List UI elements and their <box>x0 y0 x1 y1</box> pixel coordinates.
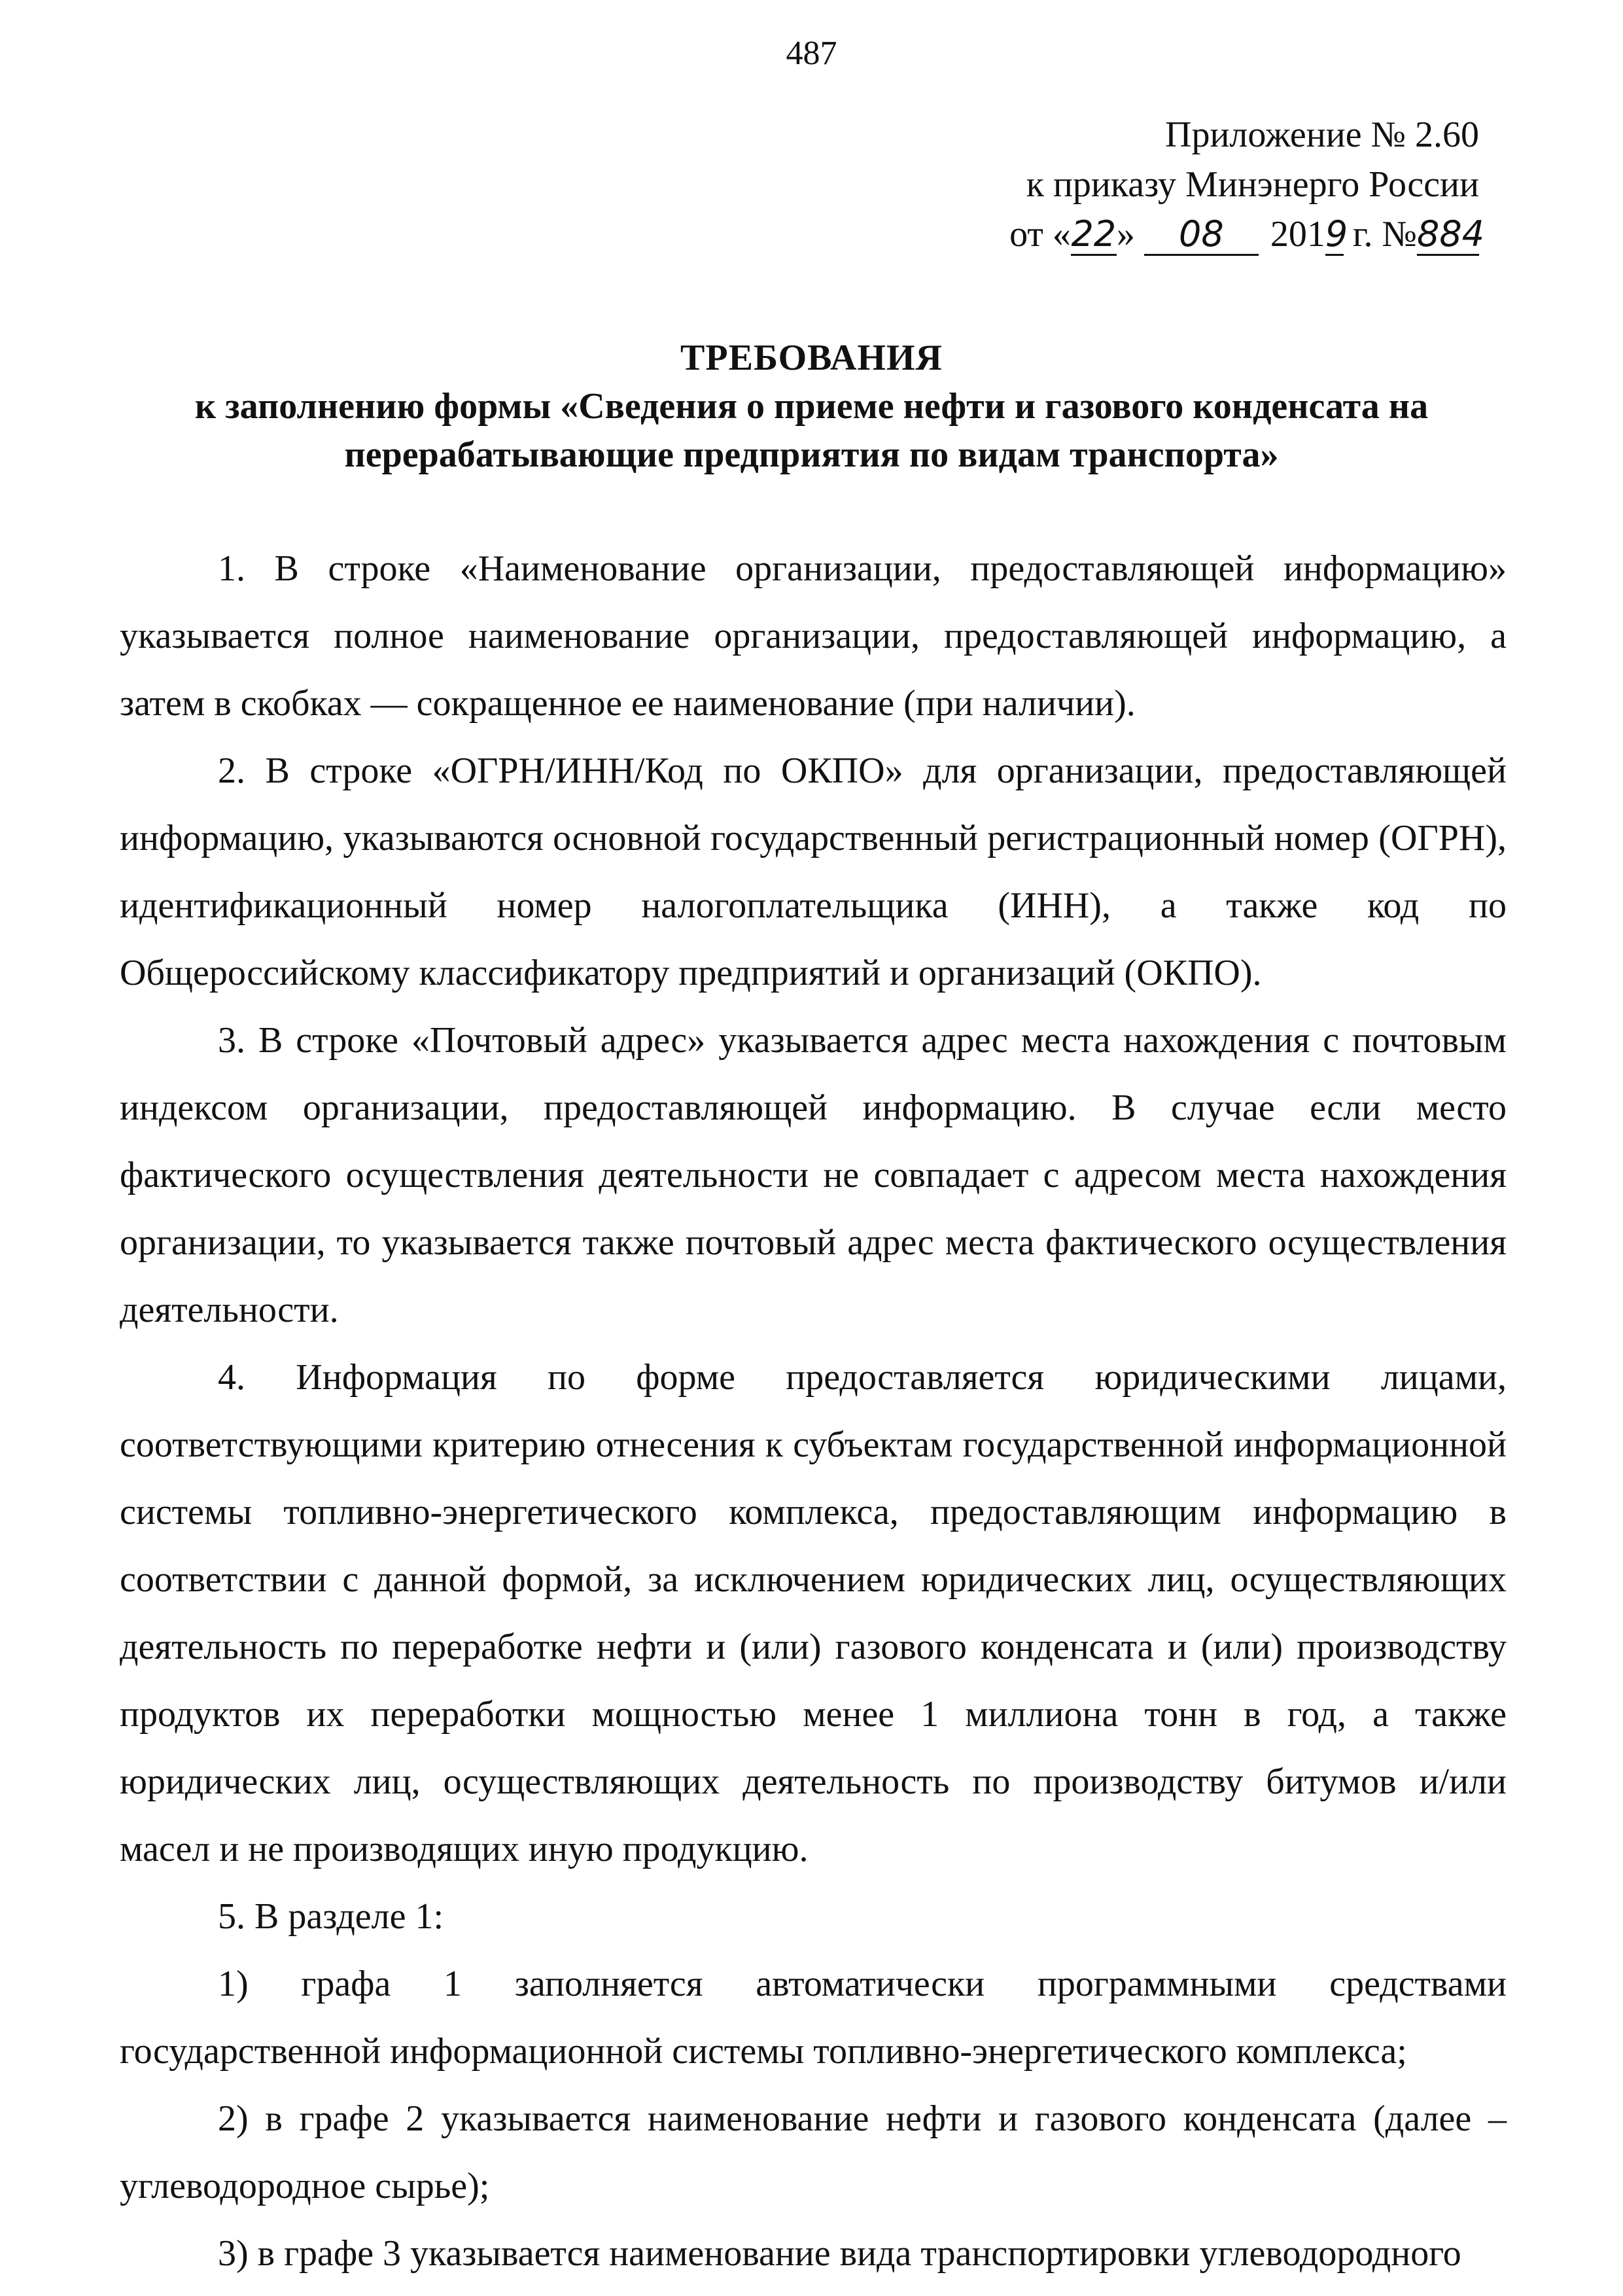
appendix-block <box>1009 110 1485 259</box>
appendix-year-prefix: 201 <box>1270 214 1325 255</box>
page-number: 487 <box>786 35 837 72</box>
subitem-2: 2) в графе 2 указывается наименование нефти и газового конденсата (далее – углеводородное сырье); <box>120 2098 1507 2206</box>
appendix-order-reference: к приказу Минэнерго России <box>1026 164 1479 205</box>
handwritten-day: 22 <box>1071 213 1117 255</box>
appendix-from-label: от « <box>1009 214 1071 255</box>
handwritten-month: 08 <box>1144 215 1259 256</box>
handwritten-order-number: 884 <box>1417 213 1485 255</box>
document-title: ТРЕБОВАНИЯ <box>680 338 943 378</box>
subitem-1: 1) графа 1 заполняется автоматически программными средствами государственной информационной системы топливно-энергетического комплекса; <box>120 1964 1507 2072</box>
appendix-title: Приложение № 2.60 <box>1165 115 1479 155</box>
appendix-year-suffix: г. № <box>1343 214 1417 255</box>
paragraph-1: 1. В строке «Наименование организации, предоставляющей информацию» указывается полное наименование организации, предоставляющей информацию, а затем в скобках — сокращенное ее наименование (при наличии). <box>120 548 1507 724</box>
document-body <box>120 535 1507 2287</box>
paragraph-4: 4. Информация по форме предоставляется юридическими лицами, соответствующими критерию отнесения к субъектам государственной информационной системы топливно-энергетического комплекса, предоставляющим информацию в соответствии с данной формой, за исключением юридических лиц, осуществляющих деятельность по переработке нефти и (или) газового конденсата и (или) производству продуктов их переработки мощностью менее 1 миллиона тонн в год, а также юридических лиц, осуществляющих деятельность по производству битумов и/или масел и не производящих иную продукцию. <box>120 1357 1507 1869</box>
document-subtitle: к заполнению формы «Сведения о приеме нефти и газового конденсата на перерабатывающие предприятия по видам транспорта» <box>194 386 1429 475</box>
handwritten-year-digit: 9 <box>1325 213 1348 255</box>
appendix-date-line <box>1009 209 1485 259</box>
appendix-close-quote: » <box>1116 214 1135 255</box>
subitem-3: 3) в графе 3 указывается наименование вида транспортировки углеводородного <box>218 2233 1461 2274</box>
document-title-block <box>118 334 1505 479</box>
paragraph-3: 3. В строке «Почтовый адрес» указывается адрес места нахождения с почтовым индексом организации, предоставляющей информацию. В случае если место фактического осуществления деятельности не совпадает с адресом места нахождения организации, то указывается также почтовый адрес места фактического осуществления деятельности. <box>120 1020 1507 1330</box>
paragraph-2: 2. В строке «ОГРН/ИНН/Код по ОКПО» для организации, предоставляющей информацию, указываются основной государственный регистрационный номер (ОГРН), идентификационный номер налогоплательщика (ИНН), а также код по Общероссийскому классификатору предприятий и организаций (ОКПО). <box>120 751 1507 993</box>
paragraph-5-heading: 5. В разделе 1: <box>218 1896 444 1937</box>
